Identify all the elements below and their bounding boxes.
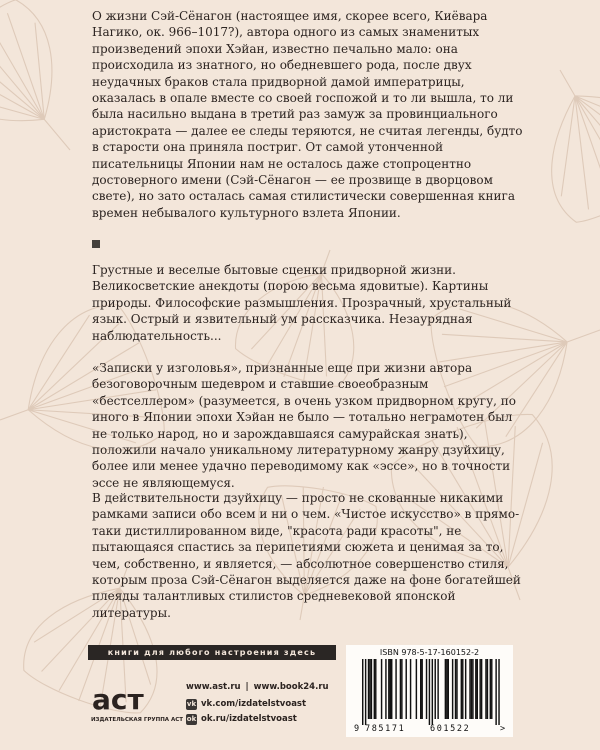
barcode-bar [446, 659, 447, 719]
social-link-vk[interactable] [186, 698, 329, 710]
barcode-arrow: > [500, 724, 506, 734]
barcode-bar [452, 659, 453, 719]
barcode-bar [375, 659, 376, 719]
annotation-paragraph-1: О жизни Сэй-Сёнагон (настоящее имя, скорее всего, Киёвара Нагико, ок. 966–1017?), автора одного из самых знаменитых произведений эпохи Хэйан, известно печально мало: она происходила из знатного, но обедневшего рода, после двух неудачных браков стала придворной дамой императрицы, оказалась в опале вместе со своей госпожой и то ли вышла, то ли была насильно выдана в третий раз замуж за провинциального аристократа — далее ее следы теряются, не считая легенды, будто в старости она приняла постриг. От самой утонченной писательницы Японии нам не осталось даже стопроцентно достоверного имени (Сэй-Сёнагон — ее прозвище в дворцовом свете), но зато осталась самая стилистически совершенная книга времен небывалого культурного взлета Японии. [92, 9, 523, 220]
publisher-name: ИЗДАТЕЛЬСКАЯ ГРУППА АСТ [90, 717, 184, 723]
odnoklassniki-icon: ok [186, 714, 197, 723]
barcode-bar [485, 659, 486, 719]
barcode-bar [401, 659, 402, 719]
barcode-bar [426, 659, 427, 719]
barcode-bar [369, 659, 370, 719]
barcode-bar [391, 659, 392, 719]
barcode-bar [491, 659, 492, 719]
barcode-bar [429, 659, 430, 725]
separator: | [242, 682, 252, 692]
barcode-first-digit: 9 [354, 724, 360, 734]
publisher-links [186, 682, 329, 728]
barcode-bar [498, 659, 499, 725]
barcode-bar [475, 659, 476, 719]
section-marker-square [92, 240, 100, 248]
barcode-bar [388, 659, 389, 719]
barcode-bar [455, 659, 456, 719]
barcode-bar [481, 659, 482, 719]
series-slogan-banner: книги для любого настроения здесь [88, 645, 336, 660]
barcode-bar [448, 659, 449, 719]
annotation-paragraph-4: В действительности дзуйхицу — просто не скованные никакими рамками записи обо всем и ни о чем. «Чистое искусство» в прямотаки дистиллированном виде, "красота ради красоты", не пытающаяся спастись за перипетиями сюжета и ценимая за то, чем, собственно, и является, — абсолютное совершенство стиля, которым проза Сэй-Сёнагон выделяется даже на фоне богатейшей плеяды талантливых стилистов средневековой японской литературы. [92, 491, 521, 620]
barcode-bar [432, 659, 433, 725]
barcode-bar [487, 659, 488, 719]
barcode-bar [465, 659, 466, 719]
barcode-bar [421, 659, 422, 719]
annotation-paragraph-3: «Записки у изголовья», признанные еще при жизни автора безоговорочным шедевром и ставшие своеобразным «бестселлером» (разумеется, в очень узком придворном кругу, по иного в Японии эпохи Хэйан не было — тотально неграмотен был не только народ, но и зарождавшаяся самурайская знать), положили начало уникальному литературному жанру дзуйхицу, более или менее удачно переводимому как «эссе», но в точности эссе не являющемуся. [92, 361, 517, 490]
isbn-number: ISBN 978-5-17-160152-2 [379, 648, 480, 657]
barcode-bar [462, 659, 463, 719]
barcode-bar [390, 659, 391, 719]
barcode-bar [365, 659, 366, 725]
social-link-ok[interactable] [186, 713, 329, 725]
barcode-bar [410, 659, 411, 719]
barcode-bar [368, 659, 369, 719]
barcode-bar [490, 659, 491, 719]
annotation-paragraph-2: Грустные и веселые бытовые сценки придворной жизни. Великосветские анекдоты (порою весьма ядовитые). Картины природы. Философские размышления. Прозрачный, хрустальный язык. Острый и язвительный ум рассказчика. Незаурядная наблюдательность... [92, 263, 512, 343]
barcode-bar [472, 659, 473, 719]
barcode-right-digits: 601522 [430, 724, 471, 734]
website-links [186, 682, 329, 692]
barcode-bar [456, 659, 457, 719]
barcode-bars [346, 659, 513, 725]
vk-icon: vk [186, 699, 197, 708]
barcode-bar [495, 659, 496, 725]
barcode-bar [477, 659, 478, 719]
barcode-bar [385, 659, 386, 719]
website-link-book24[interactable]: www.book24.ru [253, 682, 329, 692]
ast-logo-icon [90, 669, 156, 719]
barcode-bar [395, 659, 396, 719]
barcode-bar [479, 659, 480, 719]
barcode-bar [469, 659, 470, 719]
barcode-bar [374, 659, 375, 719]
isbn-barcode [346, 645, 513, 737]
barcode-bar [471, 659, 472, 719]
barcode-bar [371, 659, 372, 719]
barcode-bar [406, 659, 407, 719]
barcode-bar [420, 659, 421, 719]
barcode-bar [400, 659, 401, 719]
barcode-bar [445, 659, 446, 719]
barcode-bar [435, 659, 436, 719]
social-link-text: vk.com/izdatelstvoast [201, 699, 307, 709]
barcode-bar [461, 659, 462, 719]
barcode-bar [437, 659, 438, 719]
barcode-bar [381, 659, 382, 719]
barcode-bar [416, 659, 417, 719]
barcode-bar [362, 659, 363, 725]
social-link-text: ok.ru/izdatelstvoast [201, 714, 297, 724]
website-link-ast[interactable]: www.ast.ru [186, 682, 241, 692]
svg-text:аст: аст [92, 683, 144, 716]
barcode-left-digits: 785171 [365, 724, 406, 734]
